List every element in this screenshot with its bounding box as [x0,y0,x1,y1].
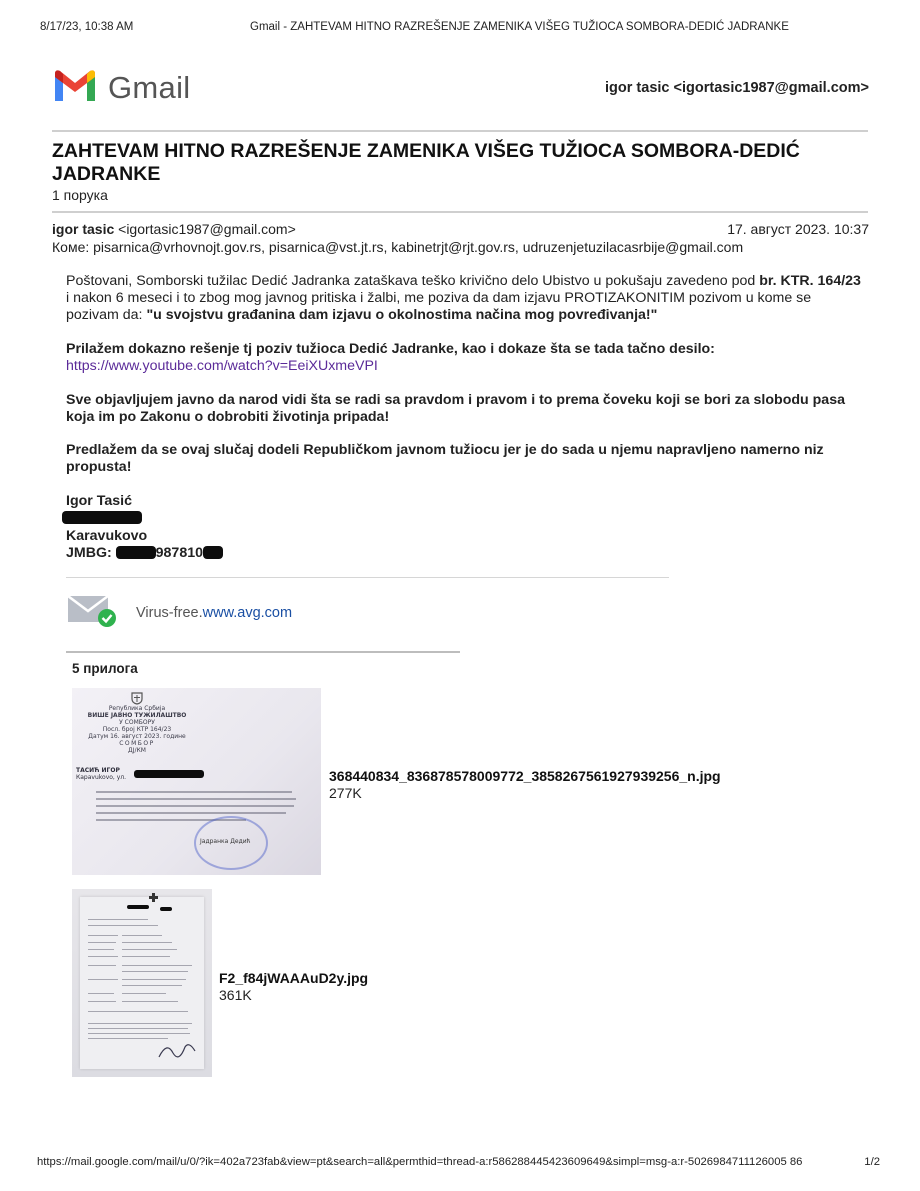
footer-url: https://mail.google.com/mail/u/0/?ik=402a723fab&view=pt&search=all&permthid=thread-a:r586288445423609649&simpl=msg-a:r-5026984711126005 86 [37,1156,803,1168]
attachment-2-name[interactable]: F2_f84jWAAAuD2y.jpg [219,970,369,986]
body-paragraph-2 [66,341,866,375]
doc1-line-8: ТАСИЋ ИГОР [76,767,120,774]
attachment-thumbnail-2[interactable] [72,889,212,1077]
sig-jmbg-label: JMBG: [66,545,116,561]
signature-city [66,528,866,545]
sender-email: <igortasic1987@gmail.com> [118,221,296,237]
print-title: Gmail - ZAHTEVAM HITNO RAZREŠENJE ZAMENIKA VIŠEG TUŽIOCA SOMBORA-DEDIĆ JADRANKE [250,21,789,33]
signature-jmbg [66,545,866,562]
header-divider [52,130,868,132]
account-label: igor tasic <igortasic1987@gmail.com> [605,80,869,96]
doc1-line-3: У СОМБОРУ [119,719,155,726]
p3-text: Sve objavljujem javno da narod vidi šta se radi sa pravdom i pravom i to prema čoveku koji se bori za slobodu pasa koja im po Zakonu o dobrobiti životinja pripada! [66,392,845,425]
p1-text-c: i nakon 6 meseci i to zbog mog javnog pritiska i žalbi, me poziva da dam izjavu PROTIZAKONITIM pozivom u kome se pozivam da: [66,290,812,323]
attachments-count: 5 прилога [72,661,138,676]
attachment-thumbnail-1[interactable] [72,688,321,875]
p4-text: Predlažem da se ovaj slučaj dodeli Republičkom javnom tužiocu jer je do sada u njemu napravljeno namerno niz propusta! [66,442,824,475]
subject-divider [52,211,868,213]
p1-case-number: br. KTR. 164/23 [759,273,861,289]
p1-quote: "u svojstvu građanina dam izjavu o okolnostima načina mog povređivanja!" [146,307,658,323]
doc1-line-9: Караvukovo, ул. [76,774,127,781]
attachment-1-size: 277K [329,785,362,801]
message-date: 17. август 2023. 10:37 [727,221,869,237]
recipients-line: Коме: pisarnica@vrhovnojt.gov.rs, pisarnica@vst.jt.rs, kabinetrjt@rjt.gov.rs, udruzenjetuzilacasrbije@gmail.com [52,239,744,255]
doc1-line-1: Република Србија [108,705,166,712]
avg-virus-free-icon [68,594,118,628]
avg-label [136,605,292,621]
coat-of-arms-icon [130,691,144,705]
redaction-jmbg-end [203,546,223,559]
doc1-signature: Јадранка Дедић [200,838,251,845]
gmail-logo [52,68,192,108]
doc1-line-4: Посл. број КТР 164/23 [102,726,172,733]
avg-prefix: Virus-free. [136,605,203,621]
attachment-2-size: 361K [219,987,252,1003]
sig-city: Karavukovo [66,528,148,544]
doc1-line-5: Датум 16. август 2023. године [88,733,186,740]
p1-text-a: Poštovani, Somborski tužilac Dedić Jadranka zataškava teško krivično delo Ubistvo u pokušaju zavedeno pod [66,273,760,289]
doc1-line-2: ВИШЕ ЈАВНО ТУЖИЛАШТВО [87,712,187,719]
signature-name [66,493,866,510]
body-paragraph-3 [66,392,866,426]
body-paragraph-1 [66,273,866,324]
sig-name: Igor Tasić [66,493,132,509]
p2-text: Prilažem dokazno rešenje tj poziv tužioca Dedić Jadranke, kao i dokaze šta se tada tačno desilo: [66,341,715,357]
sender-name: igor tasic [52,221,115,237]
medical-cross-icon [148,892,159,903]
doc1-line-6: СОМБОР [119,740,155,747]
redaction-jmbg-start [116,546,156,559]
footer-page-number: 1/2 [864,1156,880,1168]
doc1-redaction [134,770,204,778]
message-count: 1 порука [52,187,108,203]
sender-line [52,221,296,237]
print-datetime: 8/17/23, 10:38 AM [40,21,134,33]
doc2-signature-scribble [157,1039,197,1063]
body-paragraph-4 [66,442,866,476]
youtube-link[interactable]: https://www.youtube.com/watch?v=EeiXUxmeVPI [66,358,378,374]
thread-subject: ZAHTEVAM HITNO RAZREŠENJE ZAMENIKA VIŠEG TUŽIOCA SOMBORA-DEDIĆ JADRANKE [52,140,800,185]
sig-jmbg-visible: 987810 [155,545,203,561]
attachments-divider [66,651,460,653]
signature-divider [66,577,669,578]
redaction-address [62,511,142,524]
gmail-envelope-icon [52,68,98,104]
gmail-logo-text: Gmail [108,70,191,105]
attachment-1-name[interactable]: 368440834_836878578009772_3858267561927939256_n.jpg [329,768,721,784]
doc1-line-7: ДЈ/КМ [128,747,146,754]
avg-link[interactable]: www.avg.com [202,605,293,621]
